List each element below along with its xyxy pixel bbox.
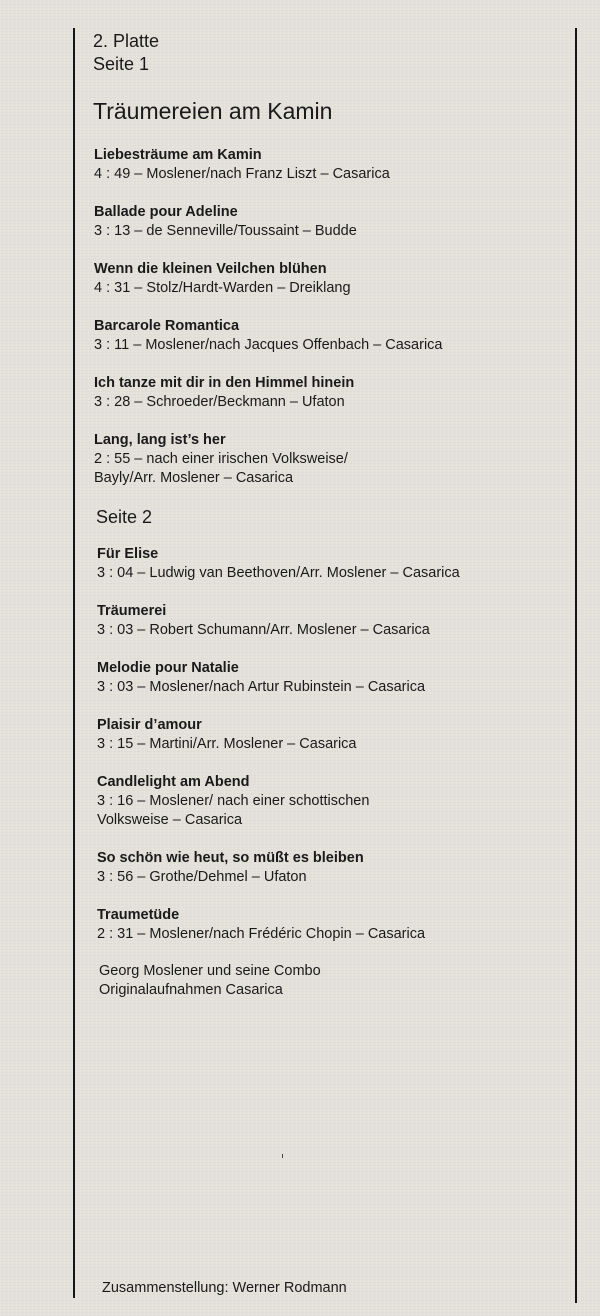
track-item xyxy=(94,203,357,241)
track-item xyxy=(97,716,357,754)
right-border-line xyxy=(575,28,577,1303)
track-item xyxy=(94,146,390,184)
track-info: 3 : 15 – Martini/Arr. Moslener – Casarica xyxy=(97,736,357,752)
track-info: 4 : 49 – Moslener/nach Franz Liszt – Casarica xyxy=(94,166,390,182)
track-title: Barcarole Romantica xyxy=(94,318,240,334)
track-info: 3 : 28 – Schroeder/Beckmann – Ufaton xyxy=(94,394,345,410)
track-info: 2 : 31 – Moslener/nach Frédéric Chopin – Casarica xyxy=(97,926,426,942)
track-title: Lang, lang ist’s her xyxy=(94,432,226,448)
track-info: 3 : 13 – de Senneville/Toussaint – Budde xyxy=(94,223,357,239)
paper-speck xyxy=(282,1154,283,1158)
track-title: Plaisir d’amour xyxy=(97,717,202,733)
track-title: Candlelight am Abend xyxy=(97,774,250,790)
track-info: 2 : 55 – nach einer irischen Volksweise/ xyxy=(94,451,348,467)
track-info: 3 : 03 – Moslener/nach Artur Rubinstein – Casarica xyxy=(97,679,426,695)
side-2-label: Seite 2 xyxy=(96,507,153,527)
track-title: Melodie pour Natalie xyxy=(97,660,239,676)
performer-line: Georg Moslener und seine Combo xyxy=(99,963,321,979)
track-item xyxy=(97,659,425,697)
track-title: Wenn die kleinen Veilchen blühen xyxy=(94,261,327,277)
album-title: Träumereien am Kamin xyxy=(93,98,333,124)
track-title: Liebesträume am Kamin xyxy=(94,147,262,163)
track-title: So schön wie heut, so müßt es bleiben xyxy=(97,850,364,866)
track-title: Träumerei xyxy=(97,603,167,619)
compilation-credit: Zusammenstellung: Werner Rodmann xyxy=(102,1280,347,1296)
track-item xyxy=(94,374,354,412)
track-item xyxy=(94,431,348,488)
left-border-line xyxy=(73,28,75,1298)
side-1-label: Seite 1 xyxy=(93,54,150,74)
track-item xyxy=(97,906,425,944)
track-info: Bayly/Arr. Moslener – Casarica xyxy=(94,470,294,486)
track-item xyxy=(97,849,364,887)
track-item xyxy=(94,260,351,298)
track-title: Ballade pour Adeline xyxy=(94,204,238,220)
performer-credits xyxy=(99,962,321,1000)
track-item xyxy=(97,602,430,640)
record-number: 2. Platte xyxy=(93,31,160,51)
track-info: 3 : 56 – Grothe/Dehmel – Ufaton xyxy=(97,869,307,885)
track-info: 4 : 31 – Stolz/Hardt-Warden – Dreiklang xyxy=(94,280,351,296)
track-item xyxy=(97,545,460,583)
track-title: Traumetüde xyxy=(97,907,180,923)
track-info: 3 : 03 – Robert Schumann/Arr. Moslener – Casarica xyxy=(97,622,430,638)
track-info: 3 : 16 – Moslener/ nach einer schottischen xyxy=(97,793,370,809)
track-title: Ich tanze mit dir in den Himmel hinein xyxy=(94,375,355,391)
track-item xyxy=(94,317,442,355)
track-title: Für Elise xyxy=(97,546,159,562)
track-item xyxy=(97,773,369,830)
label-line: Originalaufnahmen Casarica xyxy=(99,982,283,998)
track-info: Volksweise – Casarica xyxy=(97,812,243,828)
track-info: 3 : 11 – Moslener/nach Jacques Offenbach – Casarica xyxy=(94,337,443,353)
track-info: 3 : 04 – Ludwig van Beethoven/Arr. Moslener – Casarica xyxy=(97,565,460,581)
